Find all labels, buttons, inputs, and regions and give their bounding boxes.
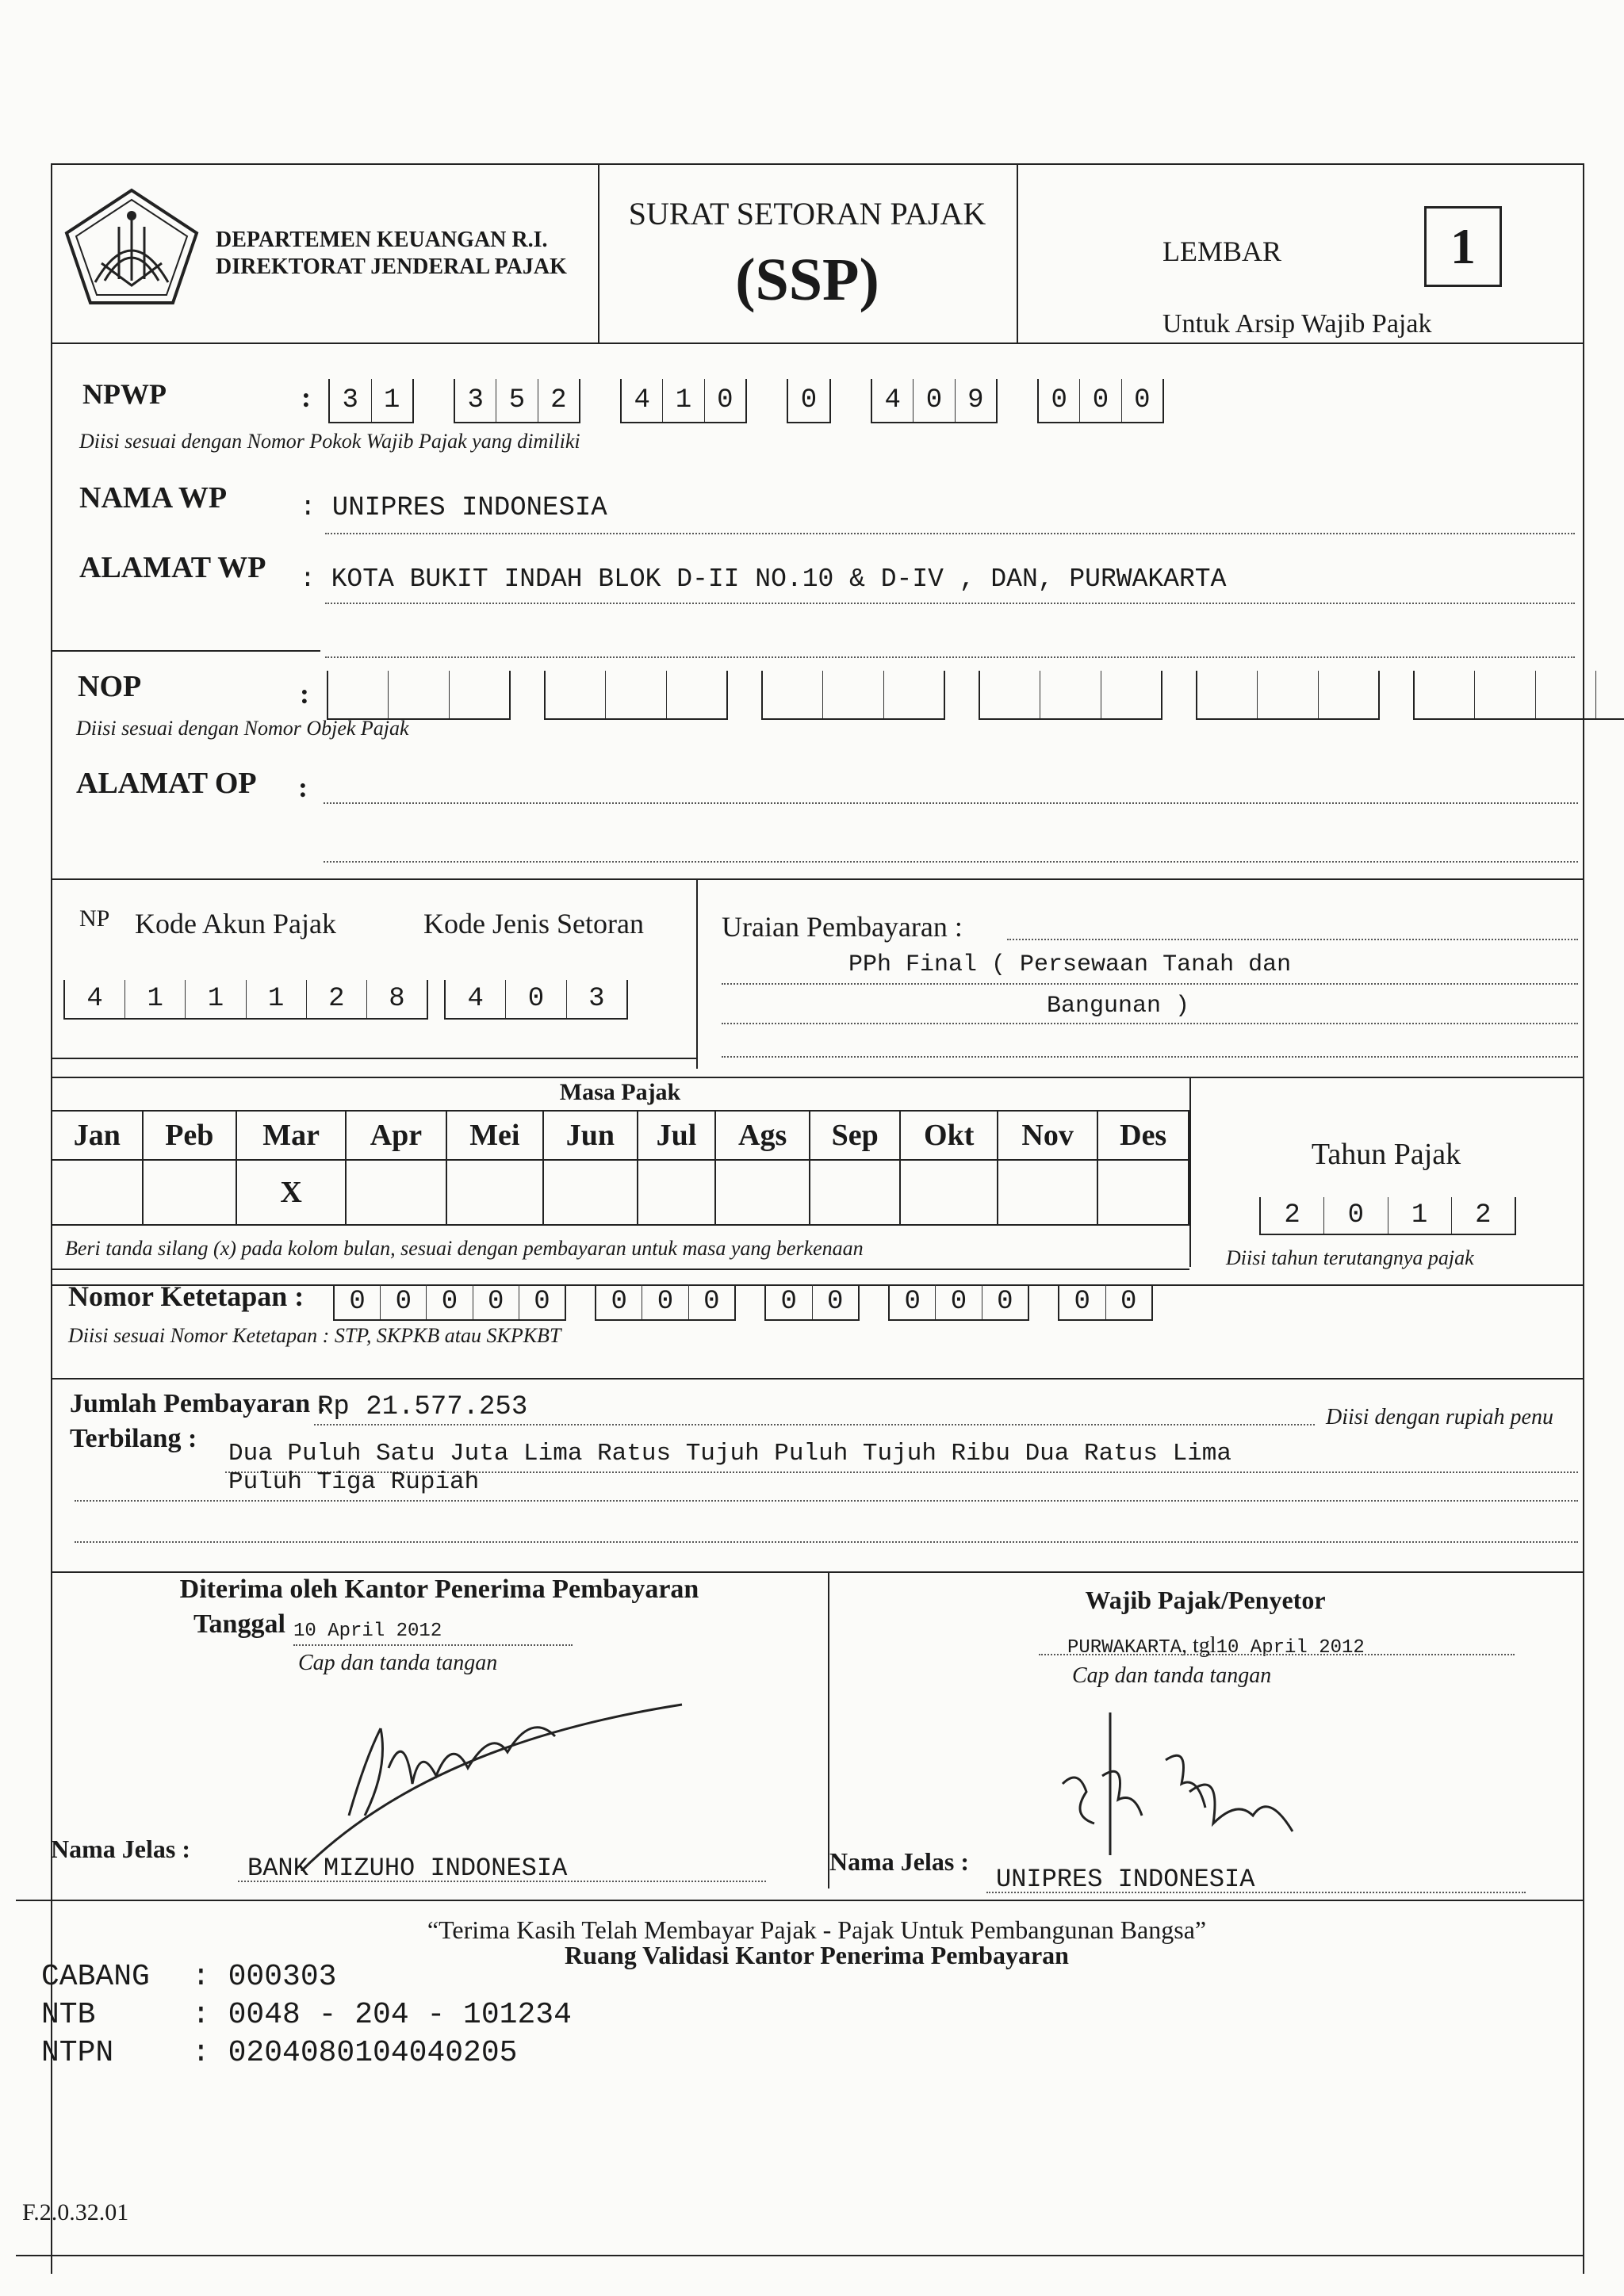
month-checkbox[interactable] — [446, 1160, 543, 1225]
digit-cell — [1475, 671, 1535, 718]
penyetor-date: 10 April 2012 — [1216, 1637, 1365, 1659]
month-header: Nov — [998, 1111, 1097, 1160]
digit-group — [444, 980, 628, 1020]
digit-cell: 2 — [550, 385, 567, 415]
month-checkbox[interactable] — [900, 1160, 997, 1225]
digit-cell — [1258, 671, 1318, 718]
digit-cell — [1319, 671, 1378, 718]
frame-right — [1583, 163, 1584, 2274]
month-checkbox[interactable]: X — [236, 1160, 346, 1225]
digit-group — [1196, 671, 1380, 720]
month-checkbox[interactable] — [638, 1160, 716, 1225]
agency-name — [216, 227, 567, 281]
digit-cell: 4 — [446, 980, 506, 1018]
digit-group — [333, 1284, 566, 1321]
month-header: Okt — [900, 1111, 997, 1160]
validation-row — [41, 2034, 572, 2072]
penyetor-place: PURWAKARTA — [1067, 1637, 1182, 1659]
agency-logo — [63, 187, 200, 306]
digit-cell: 0 — [381, 1284, 427, 1319]
validation-value: : 0204080104040205 — [192, 2036, 518, 2070]
digit-cell — [450, 671, 509, 718]
alamat-op-label: ALAMAT OP — [76, 767, 257, 800]
digit-cell: 0 — [506, 980, 566, 1018]
digit-cell — [1101, 671, 1161, 718]
month-header: Mei — [446, 1111, 543, 1160]
digit-cell: 9 — [967, 385, 984, 415]
month-header: Jan — [52, 1111, 143, 1160]
agency-line2: DIREKTORAT JENDERAL PAJAK — [216, 254, 567, 279]
np-label: NP — [79, 905, 110, 932]
masa-pajak-hint: Beri tanda silang (x) pada kolom bulan, sesuai dengan pembayaran untuk masa yang berkenaan — [65, 1237, 864, 1260]
digit-group — [979, 671, 1162, 720]
digit-cell: 3 — [330, 379, 372, 422]
jumlah-label: Jumlah Pembayaran : — [70, 1389, 326, 1418]
digit-group — [544, 671, 728, 720]
digit-group — [454, 379, 580, 423]
digit-cell: 0 — [534, 1287, 550, 1317]
digit-group — [764, 1284, 860, 1321]
digit-cell — [1197, 671, 1258, 718]
month-checkbox[interactable] — [810, 1160, 901, 1225]
footer-slogan: “Terima Kasih Telah Membayar Pajak - Pajak Untuk Pembangunan Bangsa” — [427, 1915, 1207, 1944]
nomor-ketetapan-label: Nomor Ketetapan : — [68, 1280, 304, 1312]
digit-cell: 1 — [125, 980, 186, 1018]
masa-pajak-label: Masa Pajak — [559, 1079, 681, 1105]
digit-cell: 0 — [1134, 385, 1151, 415]
digit-cell: 4 — [622, 379, 663, 422]
month-header: Mar — [236, 1111, 346, 1160]
kode-akun-label: Kode Akun Pajak — [135, 908, 336, 939]
digit-group — [1259, 1197, 1516, 1235]
digit-cell: 1 — [186, 980, 246, 1018]
jumlah-value: Rp 21.577.253 — [317, 1392, 528, 1422]
npwp-hint: Diisi sesuai dengan Nomor Pokok Wajib Pajak yang dimiliki — [79, 430, 580, 453]
frame-top — [51, 163, 1584, 165]
nop-hint: Diisi sesuai dengan Nomor Objek Pajak — [76, 717, 409, 740]
digit-group — [871, 379, 998, 423]
digit-cell: 2 — [307, 980, 367, 1018]
month-header: Des — [1097, 1111, 1189, 1160]
month-checkbox[interactable] — [543, 1160, 638, 1225]
month-header: Peb — [143, 1111, 236, 1160]
digit-cell: 2 — [1261, 1197, 1324, 1234]
penerima-title: Diterima oleh Kantor Penerima Pembayaran — [179, 1575, 699, 1604]
digit-group — [328, 379, 414, 423]
form-title: SURAT SETORAN PAJAK — [628, 196, 986, 232]
uraian-label: Uraian Pembayaran : — [722, 911, 963, 943]
kode-jenis-label: Kode Jenis Setoran — [423, 908, 644, 939]
penyetor-cap: Cap dan tanda tangan — [1072, 1663, 1272, 1688]
digit-cell: 0 — [936, 1284, 982, 1319]
month-checkbox[interactable] — [143, 1160, 236, 1225]
digit-cell: 5 — [496, 379, 538, 422]
month-checkbox[interactable] — [1097, 1160, 1189, 1225]
alamat-wp-label: ALAMAT WP — [79, 551, 266, 584]
digit-cell: 4 — [872, 379, 914, 422]
penyetor-nama-label: Nama Jelas : — [829, 1847, 969, 1876]
penerima-nama-value: BANK MIZUHO INDONESIA — [247, 1854, 568, 1883]
npwp-label: NPWP — [82, 378, 167, 410]
digit-group — [595, 1284, 736, 1321]
month-header: Sep — [810, 1111, 901, 1160]
nomor-ketetapan-hint: Diisi sesuai Nomor Ketetapan : STP, SKPKB atau SKPKBT — [68, 1324, 561, 1347]
nop-label: NOP — [78, 670, 142, 703]
digit-cell — [763, 671, 823, 718]
digit-group — [620, 379, 747, 423]
digit-cell — [328, 671, 389, 718]
lembar-number: 1 — [1424, 206, 1502, 287]
digit-cell: 0 — [1080, 379, 1121, 422]
digit-cell: 1 — [663, 379, 704, 422]
validation-row — [41, 1958, 572, 1996]
penyetor-place-date: PURWAKARTA, tgl10 April 2012 — [1067, 1633, 1365, 1659]
penerima-tanggal-label: Tanggal — [193, 1609, 285, 1639]
digit-cell: 0 — [1324, 1197, 1388, 1234]
digit-cell: 0 — [1059, 1284, 1106, 1319]
digit-group — [1037, 379, 1164, 423]
agency-line1: DEPARTEMEN KEUANGAN R.I. — [216, 228, 548, 252]
month-checkbox[interactable] — [346, 1160, 446, 1225]
nama-wp-label: NAMA WP — [79, 481, 228, 515]
digit-cell: 0 — [890, 1284, 936, 1319]
validation-label: NTB — [41, 1998, 96, 2032]
page: DEPARTEMEN KEUANGAN R.I. DIREKTORAT JENDERAL PAJAK SURAT SETORAN PAJAK (SSP) LEMBAR 1 Untuk Arsip Wajib Pajak NPWP : 3 1 3 5 2 4 1 0 0 4 0 9 0 0 0 Diisi sesuai dengan Nomor Pokok Wajib Pajak yang dimiliki NAMA WP : UNIPRES INDONESIA ALAMAT WP : KOTA BUKIT INDAH BLOK D-II NO.10 & D-IV , DAN, PURWAKARTA NOP : Diisi sesuai dengan Nomor Objek Pajak ALAMAT OP : NP Kode Akun Pajak Kode Jenis Setoran 4 1 1 1 2 8 4 0 3 Uraian Pembayaran : PPh Final ( Persewaan Tanah dan Bangunan ) Masa Pajak Jan Peb Mar Apr Mei Jun Jul Ags Sep Okt Nov Des X Beri tanda silang (x) pada kolom bulan, sesuai dengan pembayaran untuk masa yang berkenaan Tahun Pajak 2 0 1 2 Diisi tahun terutangnya pajak Nomor Ketetapan : 0 0 0 0 0 0 0 0 0 0 0 0 0 0 0 Diisi sesuai Nomor Ketetapan : STP, SKPKB atau SKPKBT Jumlah Pembayaran : Rp 21.577.253 Diisi dengan rupiah penu Terbilang : Dua Puluh Satu Juta Lima Ratus Tujuh Puluh Tujuh Ribu Dua Ratus Lima Puluh Tiga Rupiah Diterima oleh Kantor Penerima Pembayaran Tanggal 10 April 2012 Cap dan tanda tangan Nama Jelas : BANK MIZUHO INDONESIA Wajib Pajak/Penyetor PURWAKARTA, tgl10 April 2012 Cap dan tanda tangan Nama Jelas : UNIPRES INDONESIA “Terima Kasih Telah Membayar Pajak - Pajak Untuk Pembangunan Bangsa” Ruang Validasi Kantor Penerima Pembayaran CABANG : 000303 NTB : 0048 - 204 - 101234 NTPN : 0204080104040205 F.2.0.32.01 — [0, 0, 1624, 2296]
digit-group — [1413, 671, 1624, 720]
digit-cell: 0 — [717, 385, 733, 415]
digit-group — [1058, 1284, 1153, 1321]
month-header: Jul — [638, 1111, 716, 1160]
digit-cell: 8 — [389, 984, 405, 1014]
month-checkbox[interactable] — [52, 1160, 143, 1225]
nama-wp-value: : UNIPRES INDONESIA — [300, 493, 607, 523]
month-header: Ags — [715, 1111, 810, 1160]
header-divider — [51, 342, 1584, 344]
uraian-line2: Bangunan ) — [1047, 993, 1190, 1020]
digit-cell: 0 — [596, 1284, 642, 1319]
digit-cell — [1415, 671, 1475, 718]
month-header: Jun — [543, 1111, 638, 1160]
tahun-pajak-hint: Diisi tahun terutangnya pajak — [1226, 1246, 1474, 1269]
penerima-nama-label: Nama Jelas : — [51, 1835, 190, 1863]
month-header: Apr — [346, 1111, 446, 1160]
digit-cell: 0 — [1039, 379, 1080, 422]
validation-value: : 0048 - 204 - 101234 — [192, 1998, 572, 2032]
digit-cell: 1 — [1388, 1197, 1452, 1234]
alamat-wp-value: : KOTA BUKIT INDAH BLOK D-II NO.10 & D-IV , DAN, PURWAKARTA — [300, 564, 1227, 594]
validation-row — [41, 1996, 572, 2034]
digit-cell: 0 — [335, 1284, 381, 1319]
digit-group — [327, 671, 511, 720]
digit-cell — [546, 671, 606, 718]
digit-cell — [606, 671, 666, 718]
terbilang-line2: Puluh Tiga Rupiah — [228, 1468, 480, 1496]
digit-group — [761, 671, 945, 720]
jumlah-hint: Diisi dengan rupiah penu — [1326, 1405, 1553, 1429]
digit-cell: 0 — [642, 1284, 688, 1319]
digit-cell — [980, 671, 1040, 718]
digit-cell — [667, 671, 726, 718]
digit-group — [63, 980, 428, 1020]
digit-cell: 0 — [703, 1287, 720, 1317]
digit-cell — [884, 671, 944, 718]
digit-cell: 0 — [427, 1284, 473, 1319]
penyetor-title: Wajib Pajak/Penyetor — [1085, 1586, 1326, 1614]
uraian-line1: PPh Final ( Persewaan Tanah dan — [848, 951, 1292, 978]
digit-cell: 2 — [1475, 1200, 1492, 1230]
digit-cell: 0 — [827, 1287, 844, 1317]
validation-label: NTPN — [41, 2036, 114, 2070]
digit-cell: 0 — [914, 379, 955, 422]
validation-label: CABANG — [41, 1960, 150, 1994]
lembar-desc: Untuk Arsip Wajib Pajak — [1162, 309, 1432, 339]
penerima-tanggal-value: 10 April 2012 — [293, 1621, 442, 1642]
digit-cell: 0 — [1120, 1287, 1137, 1317]
digit-cell: 0 — [997, 1287, 1013, 1317]
digit-cell: 1 — [384, 385, 400, 415]
digit-cell: 1 — [247, 980, 307, 1018]
digit-cell: 4 — [65, 980, 125, 1018]
form-code: F.2.0.32.01 — [22, 2199, 129, 2225]
digit-cell — [1040, 671, 1101, 718]
digit-cell — [1596, 671, 1624, 718]
digit-group — [888, 1284, 1029, 1321]
tahun-pajak-label: Tahun Pajak — [1311, 1138, 1461, 1171]
masa-pajak-table — [51, 1110, 1189, 1226]
digit-cell: 3 — [455, 379, 496, 422]
digit-cell: 0 — [473, 1284, 519, 1319]
digit-cell — [1536, 671, 1596, 718]
terbilang-line1: Dua Puluh Satu Juta Lima Ratus Tujuh Puluh Tujuh Ribu Dua Ratus Lima — [228, 1440, 1232, 1468]
penyetor-signature — [1031, 1697, 1316, 1863]
frame-bottom — [16, 2255, 1584, 2256]
form-title-abbr: (SSP) — [735, 247, 879, 313]
penerima-cap: Cap dan tanda tangan — [298, 1651, 498, 1675]
digit-cell: 0 — [800, 385, 818, 415]
digit-cell — [823, 671, 883, 718]
validasi-label: Ruang Validasi Kantor Penerima Pembayaran — [565, 1941, 1069, 1969]
digit-cell — [389, 671, 449, 718]
digit-cell: 0 — [766, 1284, 813, 1319]
month-checkbox[interactable] — [998, 1160, 1097, 1225]
lembar-label: LEMBAR — [1162, 235, 1282, 267]
digit-group — [787, 379, 831, 423]
validation-stamp — [41, 1958, 572, 2072]
validation-value: : 000303 — [192, 1960, 337, 1994]
penerima-signature — [270, 1681, 714, 1871]
penyetor-nama-value: UNIPRES INDONESIA — [996, 1865, 1255, 1894]
month-checkbox[interactable] — [715, 1160, 810, 1225]
digit-cell: 3 — [588, 984, 605, 1014]
terbilang-label: Terbilang : — [70, 1424, 197, 1453]
